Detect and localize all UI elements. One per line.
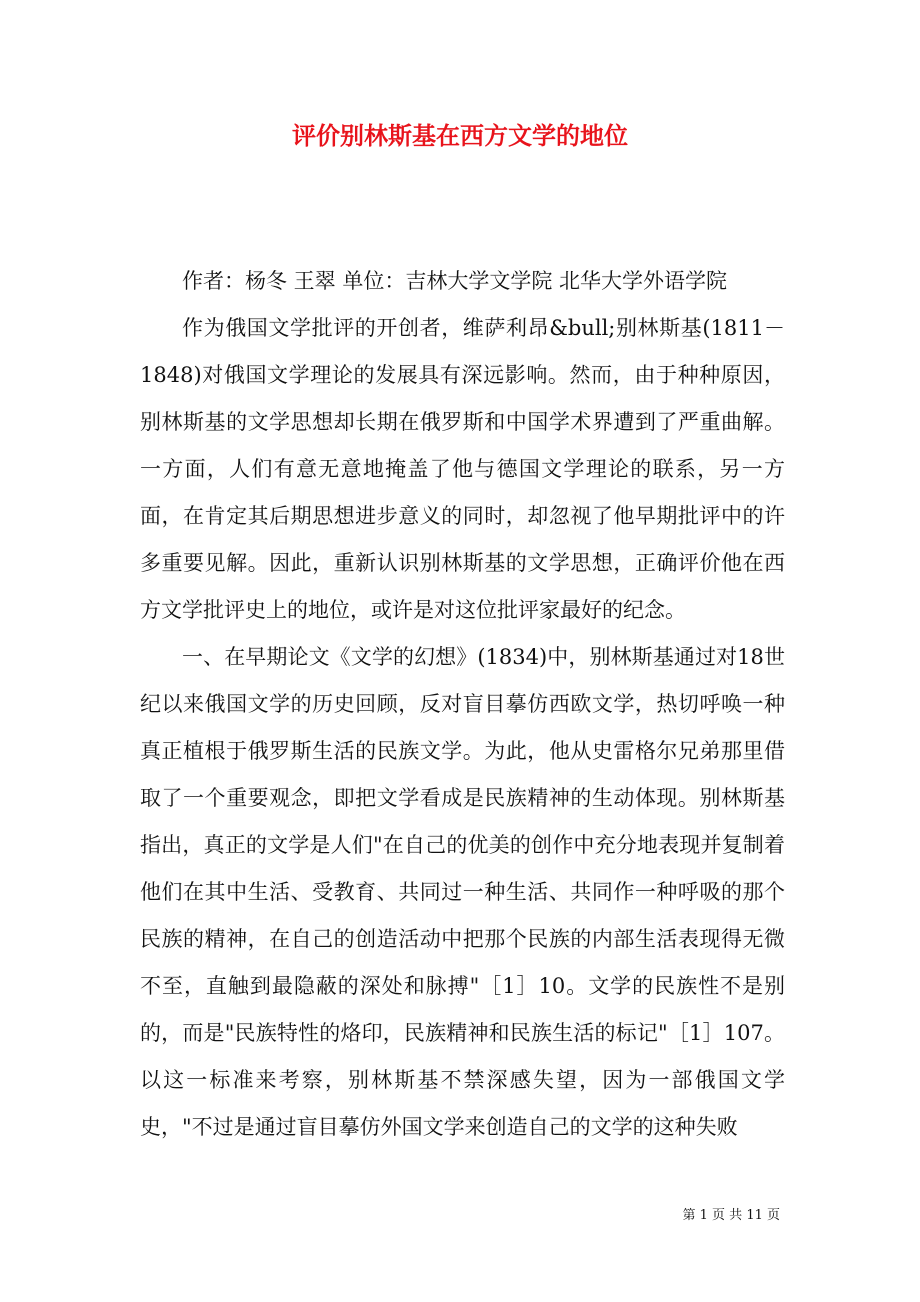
document-body: [140, 258, 785, 1151]
page-number-footer: 第 1 页 共 11 页: [682, 1208, 780, 1223]
author-line: 作者：杨冬 王翠 单位：吉林大学文学院 北华大学外语学院: [182, 269, 728, 293]
document-title: 评价别林斯基在西方文学的地位: [292, 121, 628, 150]
paragraph-section-one: 一、在早期论文《文学的幻想》(1834)中，别林斯基通过对18世纪以来俄国文学的历史回顾，反对盲目摹仿西欧文学，热切呼唤一种真正植根于俄罗斯生活的民族文学。为此，他从史雷格尔兄弟那里借取了一个重要观念，即把文学看成是民族精神的生动体现。别林斯基指出，真正的文学是人们"在自己的优美的创作中充分地表现并复制着他们在其中生活、受教育、共同过一种生活、共同作一种呼吸的那个民族的精神，在自己的创造活动中把那个民族的内部生活表现得无微不至，直触到最隐蔽的深处和脉搏"［1］10。文学的民族性不是别的，而是"民族特性的烙印，民族精神和民族生活的标记"［1］107。以这一标准来考察，别林斯基不禁深感失望，因为一部俄国文学史，"不过是通过盲目摹仿外国文学来创造自己的文学的这种失败: [140, 645, 785, 1139]
paragraph-intro: 作为俄国文学批评的开创者，维萨利昂&bull;别林斯基(1811－1848)对俄国文学理论的发展具有深远影响。然而，由于种种原因，别林斯基的文学思想却长期在俄罗斯和中国学术界遭到了严重曲解。一方面，人们有意无意地掩盖了他与德国文学理论的联系，另一方面，在肯定其后期思想进步意义的同时，却忽视了他早期批评中的许多重要见解。因此，重新认识别林斯基的文学思想，正确评价他在西方文学批评史上的地位，或许是对这位批评家最好的纪念。: [140, 316, 785, 622]
